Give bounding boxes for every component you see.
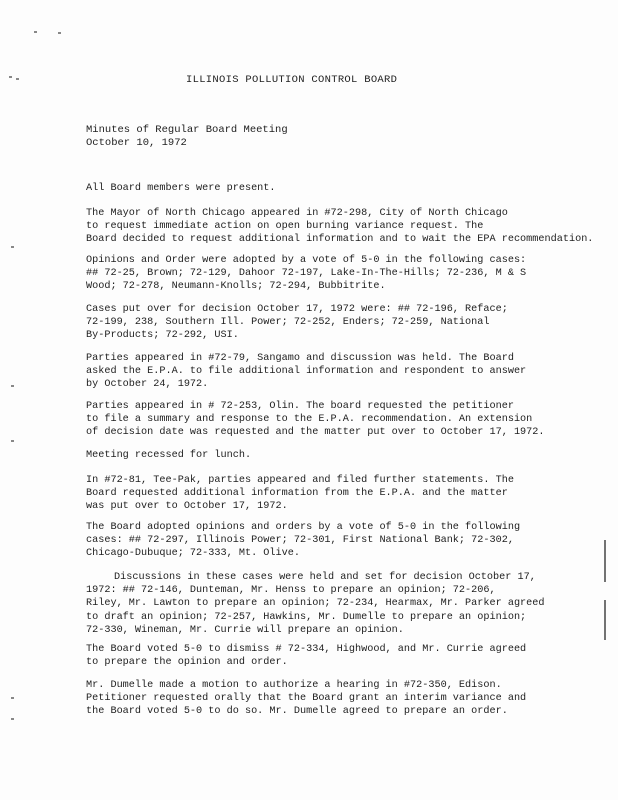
- paragraph-line: to prepare the opinion and order.: [86, 657, 288, 669]
- paragraph-line: All Board members were present.: [86, 183, 276, 194]
- paragraph-line: Parties appeared in # 72-253, Olin. The board requested the petitioner: [86, 401, 514, 412]
- minutes-paragraph: [86, 207, 606, 247]
- scan-speck: [11, 246, 14, 248]
- scan-speck: [9, 76, 12, 78]
- minutes-paragraph: [86, 474, 606, 514]
- minutes-paragraph: [86, 571, 606, 637]
- paragraph-line: to draft an opinion; 72-257, Hawkins, Mr. Dumelle to prepare an opinion;: [86, 611, 527, 623]
- minutes-paragraph: [86, 400, 606, 440]
- paragraph-line: Mr. Dumelle made a motion to authorize a hearing in #72-350, Edison.: [86, 680, 502, 691]
- paragraph-line: By-Products; 72-292, USI.: [86, 330, 239, 342]
- minutes-paragraph: [86, 303, 606, 343]
- paragraph-line: ## 72-25, Brown; 72-129, Dahoor 72-197, Lake-In-The-Hills; 72-236, M & S: [86, 268, 527, 280]
- paragraph-line: Parties appeared in #72-79, Sangamo and discussion was held. The Board: [86, 353, 514, 364]
- paragraph-line: of decision date was requested and the matter put over to October 17, 1972.: [86, 427, 545, 439]
- paragraph-line: asked the E.P.A. to file additional information and respondent to answer: [86, 366, 527, 378]
- scan-speck: [16, 78, 19, 80]
- scan-speck: [11, 718, 14, 720]
- paragraph-line: 72-330, Wineman, Mr. Currie will prepare an opinion.: [86, 624, 404, 636]
- paragraph-line: Cases put over for decision October 17, 1972 were: ## 72-196, Reface;: [86, 304, 508, 315]
- paragraph-line: The Mayor of North Chicago appeared in #72-298, City of North Chicago: [86, 208, 508, 219]
- minutes-paragraph: [86, 352, 606, 392]
- meeting-date: October 10, 1972: [86, 137, 187, 149]
- paragraph-line: The Board voted 5-0 to dismiss # 72-334, Highwood, and Mr. Currie agreed: [86, 644, 527, 655]
- paragraph-line: Wood; 72-278, Neumann-Knolls; 72-294, Bubbitrite.: [86, 281, 386, 293]
- paragraph-line: to file a summary and response to the E.P.A. recommendation. An extension: [86, 414, 533, 426]
- paragraph-line: In #72-81, Tee-Pak, parties appeared and filed further statements. The: [86, 475, 514, 486]
- paragraph-line: cases: ## 72-297, Illinois Power; 72-301, First National Bank; 72-302,: [86, 535, 514, 547]
- paragraph-line: Petitioner requested orally that the Board grant an interim variance and: [86, 693, 527, 705]
- minutes-paragraph: [86, 643, 606, 669]
- paragraph-line: 72-199, 238, Southern Ill. Power; 72-252, Enders; 72-259, National: [86, 317, 490, 329]
- paragraph-line: The Board adopted opinions and orders by a vote of 5-0 in the following: [86, 522, 521, 533]
- meeting-title: Minutes of Regular Board Meeting: [86, 124, 288, 136]
- paragraph-line: Board decided to request additional information and to wait the EPA recommendation.: [86, 234, 594, 246]
- paragraph-line: Riley, Mr. Lawton to prepare an opinion; 72-234, Hearmax, Mr. Parker agreed: [86, 598, 545, 610]
- scan-speck: [11, 440, 14, 442]
- minutes-paragraph: [86, 182, 606, 195]
- paragraph-line: Discussions in these cases were held and set for decision October 17,: [114, 572, 536, 583]
- paragraph-line: to request immediate action on open burning variance request. The: [86, 221, 484, 233]
- minutes-paragraph: [86, 254, 606, 294]
- scan-speck: [34, 31, 37, 33]
- paragraph-line: Chicago-Dubuque; 72-333, Mt. Olive.: [86, 548, 300, 560]
- paragraph-line: the Board voted 5-0 to do so. Mr. Dumelle agreed to prepare an order.: [86, 706, 508, 718]
- paragraph-line: by October 24, 1972.: [86, 379, 209, 391]
- paragraph-line: Board requested additional information from the E.P.A. and the matter: [86, 488, 508, 500]
- minutes-paragraph: [86, 521, 606, 561]
- minutes-paragraph: [86, 449, 606, 462]
- scan-speck: [58, 32, 61, 34]
- scan-speck: [11, 697, 14, 699]
- paragraph-line: was put over to October 17, 1972.: [86, 501, 288, 513]
- paragraph-line: Opinions and Order were adopted by a vote of 5-0 in the following cases:: [86, 255, 527, 266]
- paragraph-line: 1972: ## 72-146, Dunteman, Mr. Henss to prepare an opinion; 72-206,: [86, 585, 496, 597]
- paragraph-line: Meeting recessed for lunch.: [86, 450, 252, 461]
- minutes-paragraph: [86, 679, 606, 719]
- board-title: ILLINOIS POLLUTION CONTROL BOARD: [186, 74, 398, 86]
- scan-speck: [11, 385, 14, 387]
